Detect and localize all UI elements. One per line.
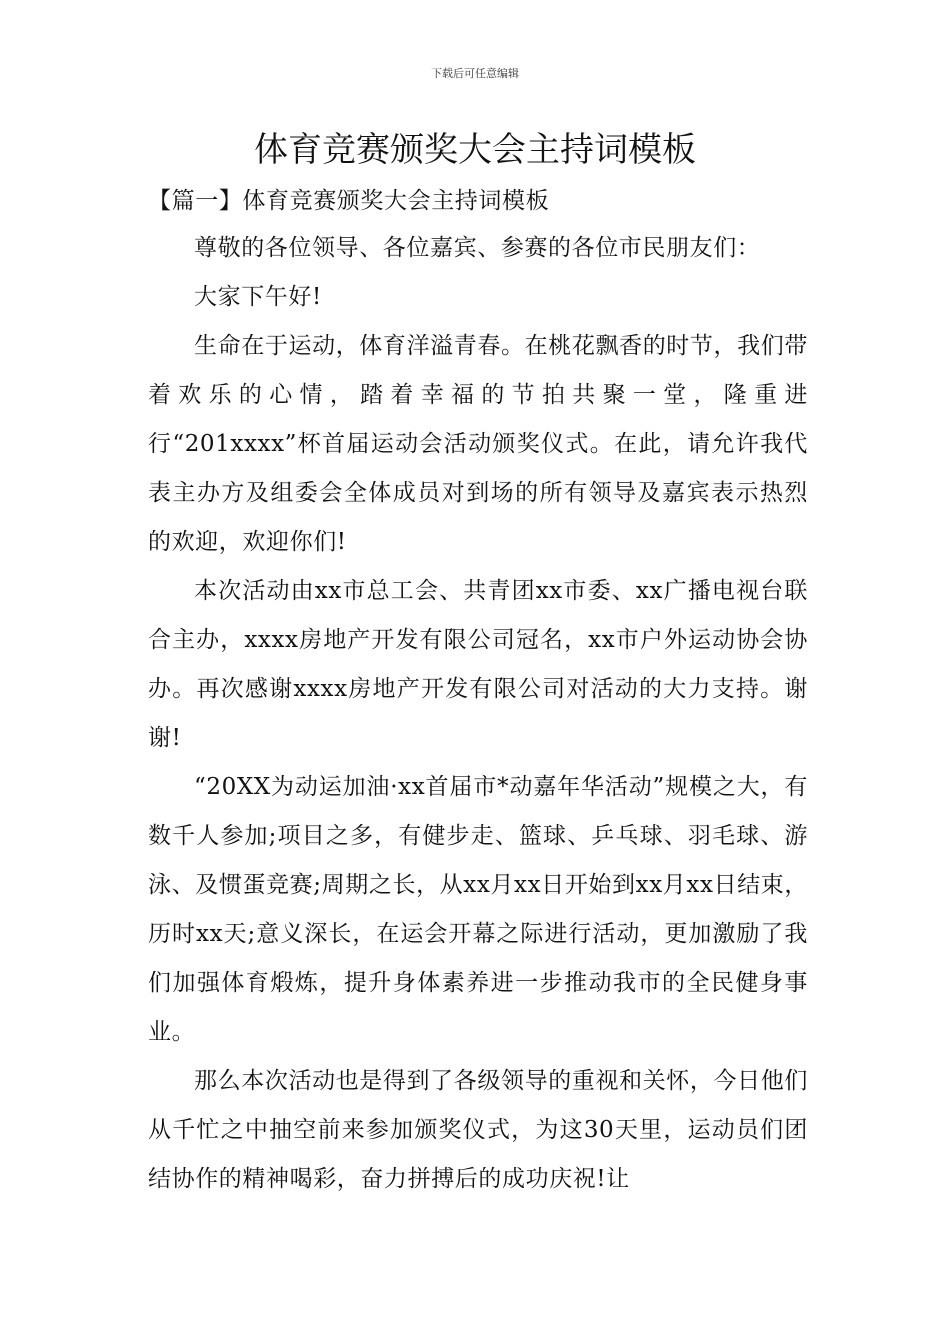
- section-heading: 【篇一】体育竞赛颁奖大会主持词模板: [148, 188, 550, 214]
- document-title: 体育竞赛颁奖大会主持词模板: [254, 130, 696, 170]
- paragraph-leaders: 那么本次活动也是得到了各级领导的重视和关怀，今日他们从千忙之中抽空前来参加颁奖仪式，为这30天里，运动员们团结协作的精神喝彩，奋力拼搏后的成功庆祝!让: [148, 1068, 808, 1192]
- document-body: [148, 178, 808, 1204]
- paragraph-salutation: 尊敬的各位领导、各位嘉宾、参赛的各位市民朋友们：: [194, 235, 761, 261]
- header-note: 下载后可任意编辑: [431, 67, 519, 80]
- paragraph-organizers: 本次活动由xx市总工会、共青团xx市委、xx广播电视台联合主办，xxxx房地产开发有限公司冠名，xx市户外运动协会协办。再次感谢xxxx房地产开发有限公司对活动的大力支持。谢谢!: [148, 578, 808, 751]
- paragraph-event-scale: “20XX为动运加油·xx首届市*动嘉年华活动”规模之大，有数千人参加;项目之多，有健步走、篮球、乒乓球、羽毛球、游泳、及惯蛋竞赛;周期之长，从xx月xx日开始到xx月xx日结束，历时xx天;意义深长，在运会开幕之际进行活动，更加激励了我们加强体育煅炼，提升身体素养进一步推动我市的全民健身事业。: [148, 774, 808, 1045]
- paragraph-opening: 生命在于运动，体育洋溢青春。在桃花飘香的时节，我们带着欢乐的心情，踏着幸福的节拍共聚一堂，隆重进行“201xxxx”杯首届运动会活动颁奖仪式。在此，请允许我代表主办方及组委会全体成员对到场的所有领导及嘉宾表示热烈的欢迎，欢迎你们!: [148, 333, 808, 555]
- paragraph-greeting: 大家下午好!: [194, 284, 322, 310]
